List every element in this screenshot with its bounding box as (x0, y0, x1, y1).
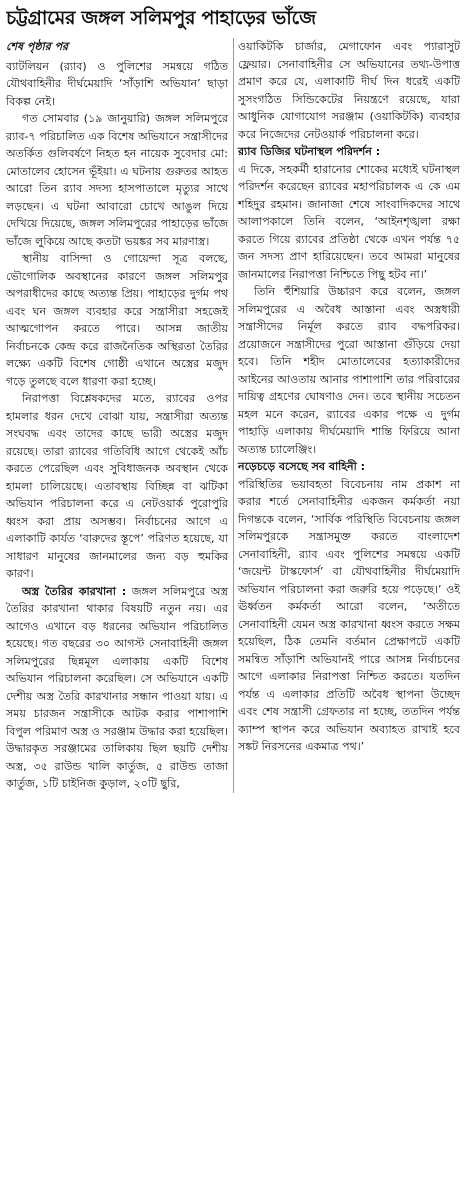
section-paragraph (6, 583, 228, 793)
section-heading-line (238, 143, 460, 161)
column-divider (233, 38, 234, 793)
paragraph: নিরাপত্তা বিশ্লেষকদের মতে, র‌্যাবের ওপর হামলার ধরন দেখে বোঝা যায়, সন্ত্রাসীরা অত্যন্ত সংঘবদ্ধ এবং তাদের কাছে ভারী অস্ত্রের মজুদ রয়েছে। তারা র‌্যাবের গতিবিধি আগে থেকেই আঁচ করতে পেরেছিল এবং সুবিধাজনক অবস্থান থেকে হামলা চালিয়েছে। এতাবস্থায় বিচ্ছিন্ন বা ঝটিকা অভিযান পরিচালনা করে এ নেটওয়ার্ক পুরোপুরি ধ্বংস করা প্রায় অসম্ভব। নির্বাচনের আগে এ এলাকাটি কার্যত ‘বারুদের স্তূপে’ পরিণত হয়েছে, যা সাধারণ মানুষের জানমালের জন্য বড় হুমকির কারণ। (6, 392, 228, 580)
paragraph: ব্যাটলিয়ন (র‌্যাব) ও পুলিশের সমন্বয়ে গঠিত যৌথবাহিনীর দীর্ঘমেয়াদি ‘সাঁড়াশি অভিযান’ ছাড়া বিকল্প নেই। (6, 59, 228, 108)
right-column (238, 38, 460, 793)
paragraph: স্থানীয় বাসিন্দা ও গোয়েন্দা সূত্র বলছে, ভৌগোলিক অবস্থানের কারণে জঙ্গল সলিমপুর অপরাধীদের কাছে অত্যন্ত প্রিয়। পাহাড়ের দুর্গম পথ এবং ঘন জঙ্গল ব্যবহার করে সন্ত্রাসীরা সহজেই আত্মগোপন করতে পারে। আসন্ন জাতীয় নির্বাচনকে কেন্দ্র করে রাজনৈতিক অস্থিরতা তৈরির লক্ষ্যে একটি বিশেষ গোষ্ঠী এখানে অস্ত্রের মজুদ গড়ে তুলছে বলে ধারণা করা হচ্ছে। (6, 252, 228, 388)
continued-label: শেষ পৃষ্ঠার পর (6, 40, 69, 53)
section-body: জঙ্গল সলিমপুরে অস্ত্র তৈরির কারখানা থাকার বিষয়টি নতুন নয়। এর আগেও এখানে বড় ধরনের অভিযান পরিচালিত হয়েছে। গত বছরের ৩০ আগস্ট সেনাবাহিনী জঙ্গল সলিমপুরের ছিন্নমূল এলাকায় একটি বিশেষ অভিযান পরিচালনা করেছিল। সে অভিযানে একটি দেশীয় অস্ত্র তৈরি কারখানার সন্ধান পাওয়া যায়। এ সময় চারজন সন্ত্রাসীকে আটক করার পাশাপাশি বিপুল পরিমাণ অস্ত্র ও সরঞ্জাম উদ্ধার করা হয়েছিল। উদ্ধারকৃত সরঞ্জামের তালিকায় ছিল ছয়টি দেশীয় অস্ত্র, ৩৫ রাউন্ড খালি কার্তুজ, ৫ রাউন্ড তাজা কার্তুজ, ১টি চাইনিজ কুড়াল, ২০টি ছুরি, (6, 584, 228, 790)
section-heading: অস্ত্র তৈরির কারখানা : (22, 584, 127, 598)
paragraph: গত সোমবার (১৯ জানুয়ারি) জঙ্গল সলিমপুরে র‌্যাব-৭ পরিচালিত এক বিশেষ অভিযানে সন্ত্রাসীদের অতর্কিত গুলিবর্ষণে নিহত হন নায়েক সুবেদার মো: মোতালেব হোসেন ভূঁইয়া। এ ঘটনায় গুরুতর আহত আরো তিন র‌্যাব সদস্য হাসপাতালে মৃত্যুর সাথে লড়ছেন। এ ঘটনা আবারো চোখে আঙুল দিয়ে দেখিয়ে দিয়েছে, জঙ্গল সলিমপুরের পাহাড়ের ভাঁজে ভাঁজে লুকিয়ে আছে কতটা ভয়ঙ্কর সব মারণাস্ত্র। (6, 112, 228, 248)
article-columns (6, 38, 460, 793)
paragraph: এ দিকে, সহকর্মী হারানোর শোকের মধ্যেই ঘটনাস্থল পরিদর্শন করেছেন র‌্যাবের মহাপরিচালক এ কে এম শহিদুর রহমান। জানাজা শেষে সাংবাদিকদের সাথে আলাপকালে তিনি বলেন, ‘আইনশৃঙ্খলা রক্ষা করতে গিয়ে র‌্যাবের প্রতিষ্ঠা থেকে এখন পর্যন্ত ৭৫ জন সদস্য প্রাণ হারিয়েছেন। তবে আমরা মানুষের জানমালের নিরাপত্তা নিশ্চিতে পিছু হটব না।’ (238, 162, 460, 281)
section-heading-line (238, 458, 460, 476)
paragraph: ওয়াকিটকি চার্জার, মেগাফোন এবং প্যারাসুট ফ্লেয়ার। সেনাবাহিনীর সে অভিযানের তথ্য-উপাত্ত প্রমাণ করে যে, এলাকাটি দীর্ঘ দিন ধরেই একটি সুসংগঠিত সিন্ডিকেটের নিয়ন্ত্রণে রয়েছে, যারা আধুনিক যোগাযোগ সরঞ্জাম (ওয়াকিটকি) ব্যবহার করে নিজেদের নেটওয়ার্ক পরিচালনা করে। (238, 40, 460, 141)
left-column (6, 38, 228, 793)
paragraph: পরিস্থিতির ভয়াবহতা বিবেচনায় নাম প্রকাশ না করার শর্তে সেনাবাহিনীর একজন কর্মকর্তা নয়া দিগন্তকে বলেন, ‘সার্বিক পরিস্থিতি বিবেচনায় জঙ্গল সলিমপুরকে সন্ত্রাসমুক্ত করতে বাংলাদেশ সেনাবাহিনী, র‌্যাব এবং পুলিশের সমন্বয়ে একটি ‘জয়েন্ট টাস্কফোর্স’ বা যৌথবাহিনীর দীর্ঘমেয়াদি অভিযান পরিচালনা করা জরুরি হয়ে পড়েছে।’ ওই ঊর্ধ্বতন কর্মকর্তা আরো বলেন, ‘অতীতে সেনাবাহিনী যেমন অস্ত্র কারখানা ধ্বংস করতে সক্ষম হয়েছিল, ঠিক তেমনি বর্তমান প্রেক্ষাপটে একটি সমন্বিত সাঁড়াশি অভিযানই পারে আসন্ন নির্বাচনের আগে এলাকার নিরাপত্তা নিশ্চিত করতে। যতদিন পর্যন্ত এ এলাকার প্রতিটি অবৈধ স্থাপনা উচ্ছেদ এবং শেষ সন্ত্রাসী গ্রেফতার না হচ্ছে, ততদিন পর্যন্ত ক্যাম্প স্থাপন করে অভিযান অব্যাহত রাখাই হবে সঙ্কট নিরসনের একমাত্র পথ।’ (238, 477, 460, 753)
headline: চট্টগ্রামের জঙ্গল সলিমপুর পাহাড়ের ভাঁজে (6, 7, 316, 29)
paragraph: তিনি হুঁশিয়ারি উচ্চারণ করে বলেন, জঙ্গল সলিমপুরের এ অবৈধ আস্তানা এবং অস্ত্রধারী সন্ত্রাসীদের নির্মূল করতে র‌্যাব বদ্ধপরিকর। প্রয়োজনে সন্ত্রাসীদের পুরো আস্তানা গুঁড়িয়ে দেয়া হবে। তিনি শহীদ মোতালেবের হত্যাকারীদের আইনের আওতায় আনার পাশাপাশি তার পরিবারের দায়িত্ব গ্রহণের ঘোষণাও দেন। তবে স্থানীয় সচেতন মহল মনে করেন, র‌্যাবের একার পক্ষে এ দুর্গম পাহাড়ি এলাকায় দীর্ঘমেয়াদি শান্তি ফিরিয়ে আনা অত্যন্ত চ্যালেঞ্জিং। (238, 285, 460, 456)
section-heading: র‌্যাব ডিজির ঘটনাস্থল পরিদর্শন : (238, 145, 381, 158)
section-heading: নড়েচড়ে বসেছে সব বাহিনী : (238, 460, 366, 473)
